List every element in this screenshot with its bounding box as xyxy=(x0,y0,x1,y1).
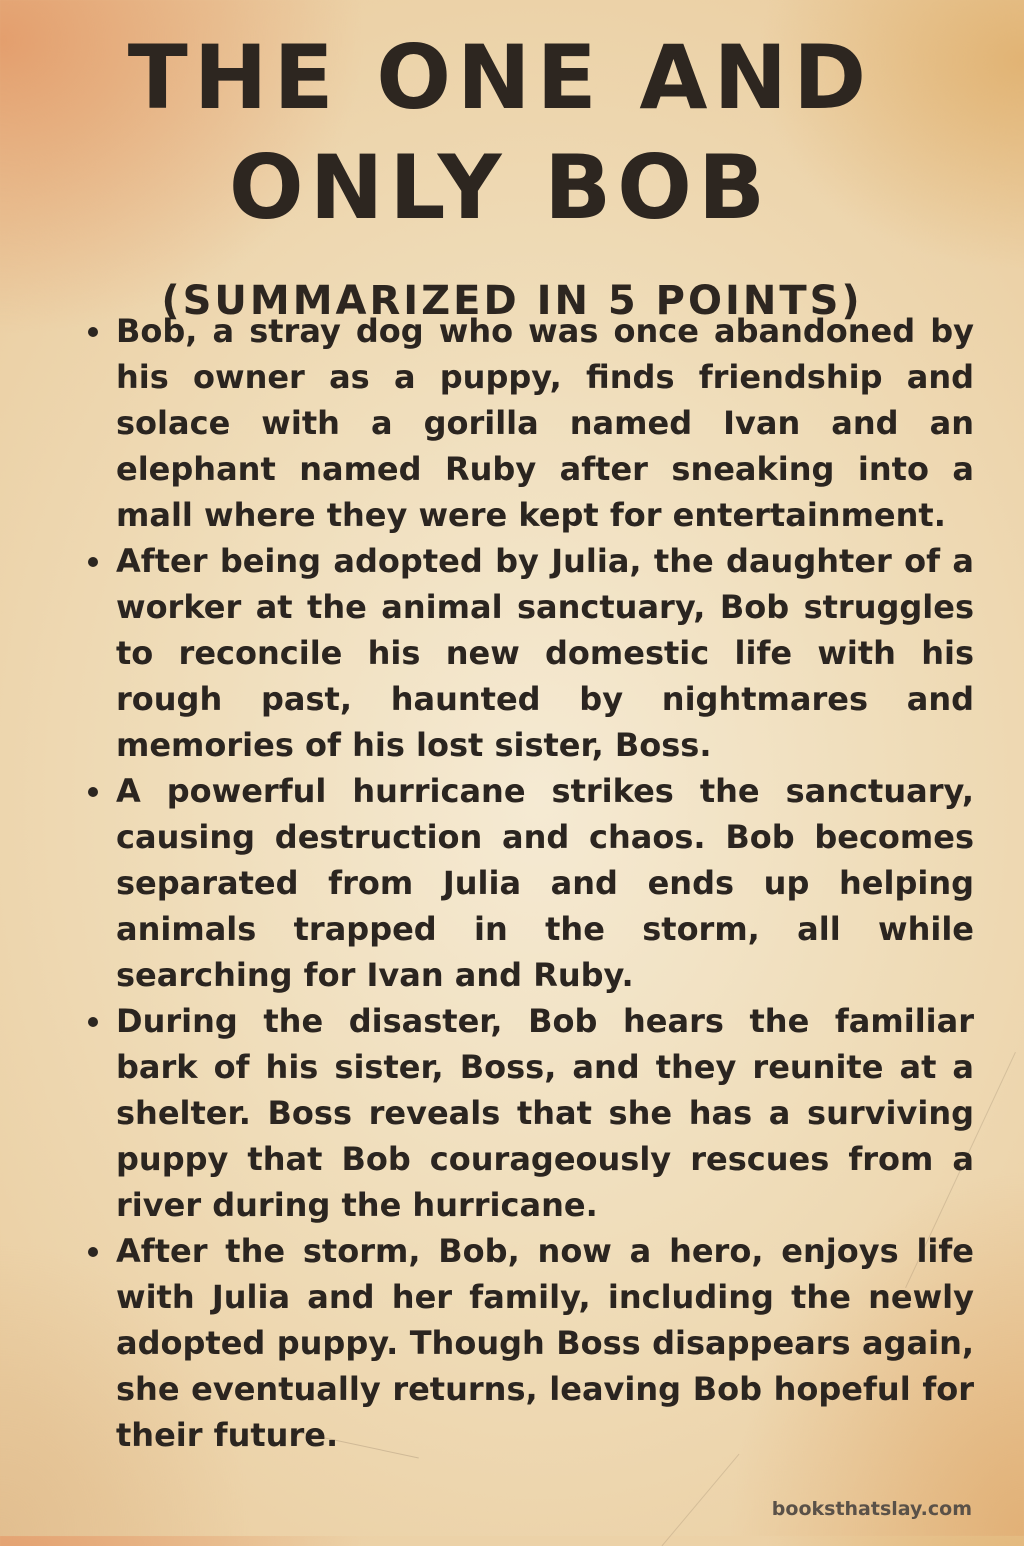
summary-point-text: During the disaster, Bob hears the familiar bark of his sister, Boss, and they reunite at a shelter. Boss reveals that she has a surviving puppy that Bob courageously rescues from a river during the hurricane. xyxy=(116,1002,974,1224)
summary-point-text: After being adopted by Julia, the daughter of a worker at the animal sanctuary, Bob struggles to reconcile his new domestic life with his rough past, haunted by nightmares and memories of his lost sister, Boss. xyxy=(116,542,974,764)
page-title-line-1: THE ONE AND xyxy=(127,26,873,129)
summary-point-1 xyxy=(82,308,974,538)
summary-list xyxy=(82,308,974,1458)
summary-point-text: After the storm, Bob, now a hero, enjoys life with Julia and her family, including the newly adopted puppy. Though Boss disappears again, she eventually returns, leaving Bob hopeful for their future. xyxy=(116,1232,974,1454)
summary-point-5 xyxy=(82,1228,974,1458)
summary-point-text: Bob, a stray dog who was once abandoned by his owner as a puppy, finds friendship and solace with a gorilla named Ivan and an elephant named Ruby after sneaking into a mall where they were kept for entertainment. xyxy=(116,312,974,534)
website-watermark: booksthatslay.com xyxy=(771,1498,972,1520)
bullet-dot-icon xyxy=(88,557,98,567)
bullet-dot-icon xyxy=(88,1017,98,1027)
page-subtitle: (SUMMARIZED IN 5 POINTS) xyxy=(161,278,863,325)
page-title-line-2: ONLY BOB xyxy=(228,136,772,239)
summary-point-2 xyxy=(82,538,974,768)
bullet-dot-icon xyxy=(88,327,98,337)
bullet-dot-icon xyxy=(88,787,98,797)
paper-crease xyxy=(662,1454,740,1546)
summary-point-4 xyxy=(82,998,974,1228)
bullet-dot-icon xyxy=(88,1247,98,1257)
summary-point-text: A powerful hurricane strikes the sanctuary, causing destruction and chaos. Bob becomes separated from Julia and ends up helping animals trapped in the storm, all while searching for Ivan and Ruby. xyxy=(116,772,974,994)
summary-point-3 xyxy=(82,768,974,998)
